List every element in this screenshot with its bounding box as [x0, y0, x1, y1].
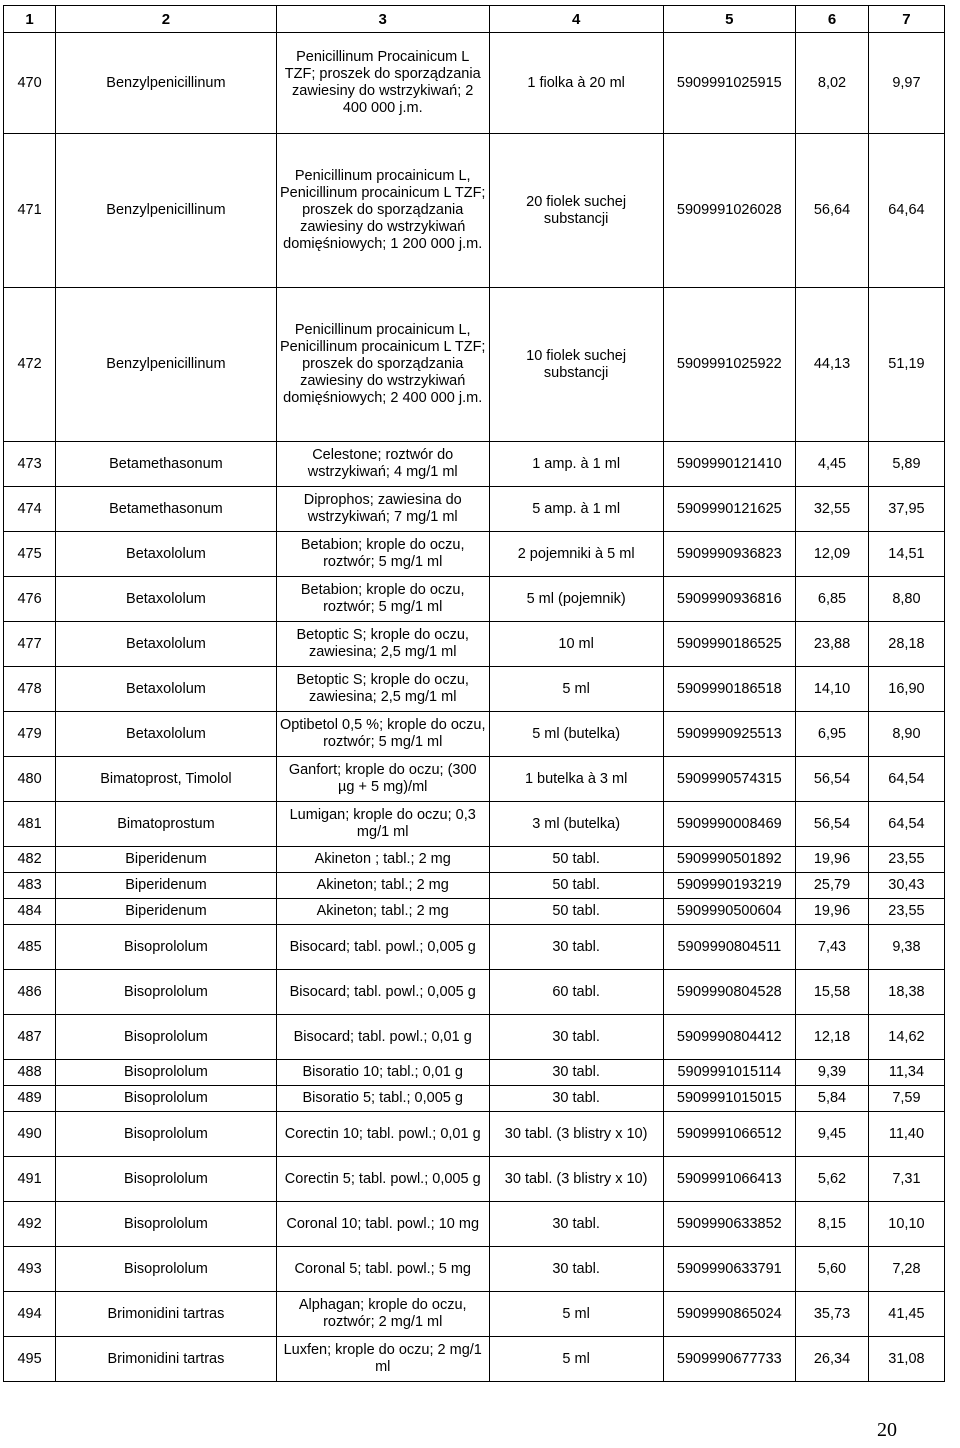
- active-substance: Bisoprololum: [56, 1060, 277, 1086]
- price-2: 7,31: [868, 1157, 944, 1202]
- table-row: [4, 33, 945, 134]
- price-2: 37,95: [868, 487, 944, 532]
- product-name: Betabion; krople do oczu, roztwór; 5 mg/1 ml: [276, 577, 489, 622]
- header-col-6: 6: [796, 6, 869, 33]
- row-number: 491: [4, 1157, 56, 1202]
- active-substance: Bisoprololum: [56, 1202, 277, 1247]
- price-2: 9,38: [868, 925, 944, 970]
- price-1: 9,45: [796, 1112, 869, 1157]
- table-row: [4, 925, 945, 970]
- table-row: [4, 622, 945, 667]
- product-name: Corectin 10; tabl. powl.; 0,01 g: [276, 1112, 489, 1157]
- active-substance: Brimonidini tartras: [56, 1292, 277, 1337]
- package-size: 5 ml: [489, 1337, 663, 1382]
- price-1: 19,96: [796, 847, 869, 873]
- price-1: 12,18: [796, 1015, 869, 1060]
- price-1: 56,54: [796, 802, 869, 847]
- page-number: 20: [877, 1419, 897, 1441]
- price-1: 44,13: [796, 288, 869, 442]
- price-2: 9,97: [868, 33, 944, 134]
- table-row: [4, 487, 945, 532]
- ean-code: 5909991066512: [663, 1112, 796, 1157]
- product-name: Bisocard; tabl. powl.; 0,01 g: [276, 1015, 489, 1060]
- table-row: [4, 532, 945, 577]
- table-row: [4, 1086, 945, 1112]
- row-number: 488: [4, 1060, 56, 1086]
- package-size: 1 amp. à 1 ml: [489, 442, 663, 487]
- package-size: 30 tabl. (3 blistry x 10): [489, 1112, 663, 1157]
- table-row: [4, 1337, 945, 1382]
- product-name: Akineton; tabl.; 2 mg: [276, 873, 489, 899]
- package-size: 10 fiolek suchej substancji: [489, 288, 663, 442]
- price-2: 11,40: [868, 1112, 944, 1157]
- price-2: 64,54: [868, 802, 944, 847]
- package-size: 60 tabl.: [489, 970, 663, 1015]
- price-1: 8,15: [796, 1202, 869, 1247]
- price-1: 5,62: [796, 1157, 869, 1202]
- price-1: 14,10: [796, 667, 869, 712]
- table-row: [4, 1060, 945, 1086]
- row-number: 482: [4, 847, 56, 873]
- price-2: 7,28: [868, 1247, 944, 1292]
- row-number: 473: [4, 442, 56, 487]
- active-substance: Betaxololum: [56, 577, 277, 622]
- table-row: [4, 970, 945, 1015]
- package-size: 30 tabl.: [489, 1086, 663, 1112]
- row-number: 472: [4, 288, 56, 442]
- active-substance: Bimatoprost, Timolol: [56, 757, 277, 802]
- price-2: 64,64: [868, 134, 944, 288]
- row-number: 476: [4, 577, 56, 622]
- product-name: Coronal 10; tabl. powl.; 10 mg: [276, 1202, 489, 1247]
- package-size: 30 tabl.: [489, 1060, 663, 1086]
- product-name: Betoptic S; krople do oczu, zawiesina; 2,5 mg/1 ml: [276, 622, 489, 667]
- price-2: 28,18: [868, 622, 944, 667]
- package-size: 50 tabl.: [489, 899, 663, 925]
- ean-code: 5909990186525: [663, 622, 796, 667]
- ean-code: 5909990804528: [663, 970, 796, 1015]
- table-row: [4, 442, 945, 487]
- price-1: 5,84: [796, 1086, 869, 1112]
- price-1: 8,02: [796, 33, 869, 134]
- package-size: 50 tabl.: [489, 847, 663, 873]
- package-size: 2 pojemniki à 5 ml: [489, 532, 663, 577]
- product-name: Corectin 5; tabl. powl.; 0,005 g: [276, 1157, 489, 1202]
- product-name: Bisocard; tabl. powl.; 0,005 g: [276, 925, 489, 970]
- active-substance: Biperidenum: [56, 873, 277, 899]
- header-col-4: 4: [489, 6, 663, 33]
- price-1: 15,58: [796, 970, 869, 1015]
- product-name: Betabion; krople do oczu, roztwór; 5 mg/1 ml: [276, 532, 489, 577]
- active-substance: Betamethasonum: [56, 442, 277, 487]
- product-name: Celestone; roztwór do wstrzykiwań; 4 mg/1 ml: [276, 442, 489, 487]
- row-number: 471: [4, 134, 56, 288]
- price-1: 26,34: [796, 1337, 869, 1382]
- price-2: 14,51: [868, 532, 944, 577]
- product-name: Alphagan; krople do oczu, roztwór; 2 mg/1 ml: [276, 1292, 489, 1337]
- price-1: 6,85: [796, 577, 869, 622]
- table-row: [4, 1292, 945, 1337]
- ean-code: 5909991025922: [663, 288, 796, 442]
- price-2: 51,19: [868, 288, 944, 442]
- ean-code: 5909991025915: [663, 33, 796, 134]
- row-number: 479: [4, 712, 56, 757]
- active-substance: Bimatoprostum: [56, 802, 277, 847]
- active-substance: Bisoprololum: [56, 1112, 277, 1157]
- active-substance: Betaxololum: [56, 532, 277, 577]
- table-row: [4, 1015, 945, 1060]
- package-size: 1 butelka à 3 ml: [489, 757, 663, 802]
- price-2: 14,62: [868, 1015, 944, 1060]
- price-1: 7,43: [796, 925, 869, 970]
- header-col-3: 3: [276, 6, 489, 33]
- table-row: [4, 1157, 945, 1202]
- price-1: 12,09: [796, 532, 869, 577]
- row-number: 485: [4, 925, 56, 970]
- price-2: 64,54: [868, 757, 944, 802]
- ean-code: 5909990574315: [663, 757, 796, 802]
- price-2: 8,90: [868, 712, 944, 757]
- ean-code: 5909990804511: [663, 925, 796, 970]
- table-row: [4, 1202, 945, 1247]
- table-row: [4, 802, 945, 847]
- product-name: Penicillinum procainicum L, Penicillinum procainicum L TZF; proszek do sporządzania zawiesiny do wstrzykiwań domięśniowych; 1 200 000 j.m.: [276, 134, 489, 288]
- header-row: [4, 6, 945, 33]
- row-number: 494: [4, 1292, 56, 1337]
- ean-code: 5909991026028: [663, 134, 796, 288]
- package-size: 1 fiolka à 20 ml: [489, 33, 663, 134]
- ean-code: 5909990633791: [663, 1247, 796, 1292]
- ean-code: 5909990121625: [663, 487, 796, 532]
- ean-code: 5909990633852: [663, 1202, 796, 1247]
- table-row: [4, 847, 945, 873]
- price-2: 31,08: [868, 1337, 944, 1382]
- product-name: Betoptic S; krople do oczu, zawiesina; 2,5 mg/1 ml: [276, 667, 489, 712]
- package-size: 5 ml (butelka): [489, 712, 663, 757]
- package-size: 30 tabl.: [489, 925, 663, 970]
- table-row: [4, 899, 945, 925]
- price-2: 11,34: [868, 1060, 944, 1086]
- ean-code: 5909990936823: [663, 532, 796, 577]
- package-size: 50 tabl.: [489, 873, 663, 899]
- active-substance: Benzylpenicillinum: [56, 134, 277, 288]
- ean-code: 5909990500604: [663, 899, 796, 925]
- product-name: Luxfen; krople do oczu; 2 mg/1 ml: [276, 1337, 489, 1382]
- active-substance: Bisoprololum: [56, 1247, 277, 1292]
- row-number: 492: [4, 1202, 56, 1247]
- price-1: 9,39: [796, 1060, 869, 1086]
- product-name: Bisoratio 5; tabl.; 0,005 g: [276, 1086, 489, 1112]
- price-2: 16,90: [868, 667, 944, 712]
- price-1: 6,95: [796, 712, 869, 757]
- ean-code: 5909991015015: [663, 1086, 796, 1112]
- price-1: 19,96: [796, 899, 869, 925]
- product-name: Coronal 5; tabl. powl.; 5 mg: [276, 1247, 489, 1292]
- product-name: Bisocard; tabl. powl.; 0,005 g: [276, 970, 489, 1015]
- product-name: Akineton ; tabl.; 2 mg: [276, 847, 489, 873]
- price-1: 4,45: [796, 442, 869, 487]
- active-substance: Benzylpenicillinum: [56, 33, 277, 134]
- price-2: 8,80: [868, 577, 944, 622]
- package-size: 30 tabl. (3 blistry x 10): [489, 1157, 663, 1202]
- table-row: [4, 288, 945, 442]
- table-row: [4, 1247, 945, 1292]
- ean-code: 5909990865024: [663, 1292, 796, 1337]
- row-number: 486: [4, 970, 56, 1015]
- product-name: Penicillinum procainicum L, Penicillinum procainicum L TZF; proszek do sporządzania zawiesiny do wstrzykiwań domięśniowych; 2 400 000 j.m.: [276, 288, 489, 442]
- active-substance: Benzylpenicillinum: [56, 288, 277, 442]
- product-name: Optibetol 0,5 %; krople do oczu, roztwór; 5 mg/1 ml: [276, 712, 489, 757]
- active-substance: Biperidenum: [56, 899, 277, 925]
- active-substance: Bisoprololum: [56, 925, 277, 970]
- price-1: 35,73: [796, 1292, 869, 1337]
- row-number: 484: [4, 899, 56, 925]
- price-2: 41,45: [868, 1292, 944, 1337]
- ean-code: 5909990008469: [663, 802, 796, 847]
- ean-code: 5909990121410: [663, 442, 796, 487]
- row-number: 493: [4, 1247, 56, 1292]
- active-substance: Betaxololum: [56, 622, 277, 667]
- ean-code: 5909990677733: [663, 1337, 796, 1382]
- reimbursement-table: [3, 5, 945, 1382]
- ean-code: 5909991066413: [663, 1157, 796, 1202]
- product-name: Diprophos; zawiesina do wstrzykiwań; 7 mg/1 ml: [276, 487, 489, 532]
- table-body: [4, 33, 945, 1382]
- table-row: [4, 873, 945, 899]
- row-number: 477: [4, 622, 56, 667]
- row-number: 489: [4, 1086, 56, 1112]
- table-row: [4, 667, 945, 712]
- price-2: 18,38: [868, 970, 944, 1015]
- price-2: 30,43: [868, 873, 944, 899]
- row-number: 478: [4, 667, 56, 712]
- row-number: 481: [4, 802, 56, 847]
- row-number: 480: [4, 757, 56, 802]
- package-size: 5 ml (pojemnik): [489, 577, 663, 622]
- price-2: 23,55: [868, 847, 944, 873]
- price-1: 32,55: [796, 487, 869, 532]
- table-row: [4, 757, 945, 802]
- ean-code: 5909991015114: [663, 1060, 796, 1086]
- product-name: Bisoratio 10; tabl.; 0,01 g: [276, 1060, 489, 1086]
- price-1: 25,79: [796, 873, 869, 899]
- price-2: 23,55: [868, 899, 944, 925]
- header-col-7: 7: [868, 6, 944, 33]
- price-1: 56,64: [796, 134, 869, 288]
- package-size: 5 ml: [489, 667, 663, 712]
- active-substance: Bisoprololum: [56, 970, 277, 1015]
- package-size: 20 fiolek suchej substancji: [489, 134, 663, 288]
- row-number: 495: [4, 1337, 56, 1382]
- active-substance: Betaxololum: [56, 712, 277, 757]
- row-number: 483: [4, 873, 56, 899]
- package-size: 5 amp. à 1 ml: [489, 487, 663, 532]
- ean-code: 5909990936816: [663, 577, 796, 622]
- active-substance: Bisoprololum: [56, 1015, 277, 1060]
- row-number: 470: [4, 33, 56, 134]
- ean-code: 5909990501892: [663, 847, 796, 873]
- table-row: [4, 134, 945, 288]
- active-substance: Bisoprololum: [56, 1157, 277, 1202]
- active-substance: Biperidenum: [56, 847, 277, 873]
- active-substance: Bisoprololum: [56, 1086, 277, 1112]
- price-1: 23,88: [796, 622, 869, 667]
- price-1: 56,54: [796, 757, 869, 802]
- ean-code: 5909990193219: [663, 873, 796, 899]
- package-size: 10 ml: [489, 622, 663, 667]
- table-row: [4, 1112, 945, 1157]
- package-size: 3 ml (butelka): [489, 802, 663, 847]
- table-row: [4, 712, 945, 757]
- active-substance: Betamethasonum: [56, 487, 277, 532]
- package-size: 30 tabl.: [489, 1247, 663, 1292]
- table-row: [4, 577, 945, 622]
- product-name: Ganfort; krople do oczu; (300 µg + 5 mg)/ml: [276, 757, 489, 802]
- product-name: Penicillinum Procainicum L TZF; proszek do sporządzania zawiesiny do wstrzykiwań; 2 400 000 j.m.: [276, 33, 489, 134]
- row-number: 474: [4, 487, 56, 532]
- row-number: 487: [4, 1015, 56, 1060]
- price-2: 5,89: [868, 442, 944, 487]
- product-name: Lumigan; krople do oczu; 0,3 mg/1 ml: [276, 802, 489, 847]
- active-substance: Betaxololum: [56, 667, 277, 712]
- ean-code: 5909990804412: [663, 1015, 796, 1060]
- price-1: 5,60: [796, 1247, 869, 1292]
- ean-code: 5909990925513: [663, 712, 796, 757]
- price-2: 7,59: [868, 1086, 944, 1112]
- active-substance: Brimonidini tartras: [56, 1337, 277, 1382]
- package-size: 5 ml: [489, 1292, 663, 1337]
- product-name: Akineton; tabl.; 2 mg: [276, 899, 489, 925]
- row-number: 475: [4, 532, 56, 577]
- header-col-2: 2: [56, 6, 277, 33]
- header-col-5: 5: [663, 6, 796, 33]
- price-2: 10,10: [868, 1202, 944, 1247]
- ean-code: 5909990186518: [663, 667, 796, 712]
- package-size: 30 tabl.: [489, 1015, 663, 1060]
- header-col-1: 1: [4, 6, 56, 33]
- package-size: 30 tabl.: [489, 1202, 663, 1247]
- row-number: 490: [4, 1112, 56, 1157]
